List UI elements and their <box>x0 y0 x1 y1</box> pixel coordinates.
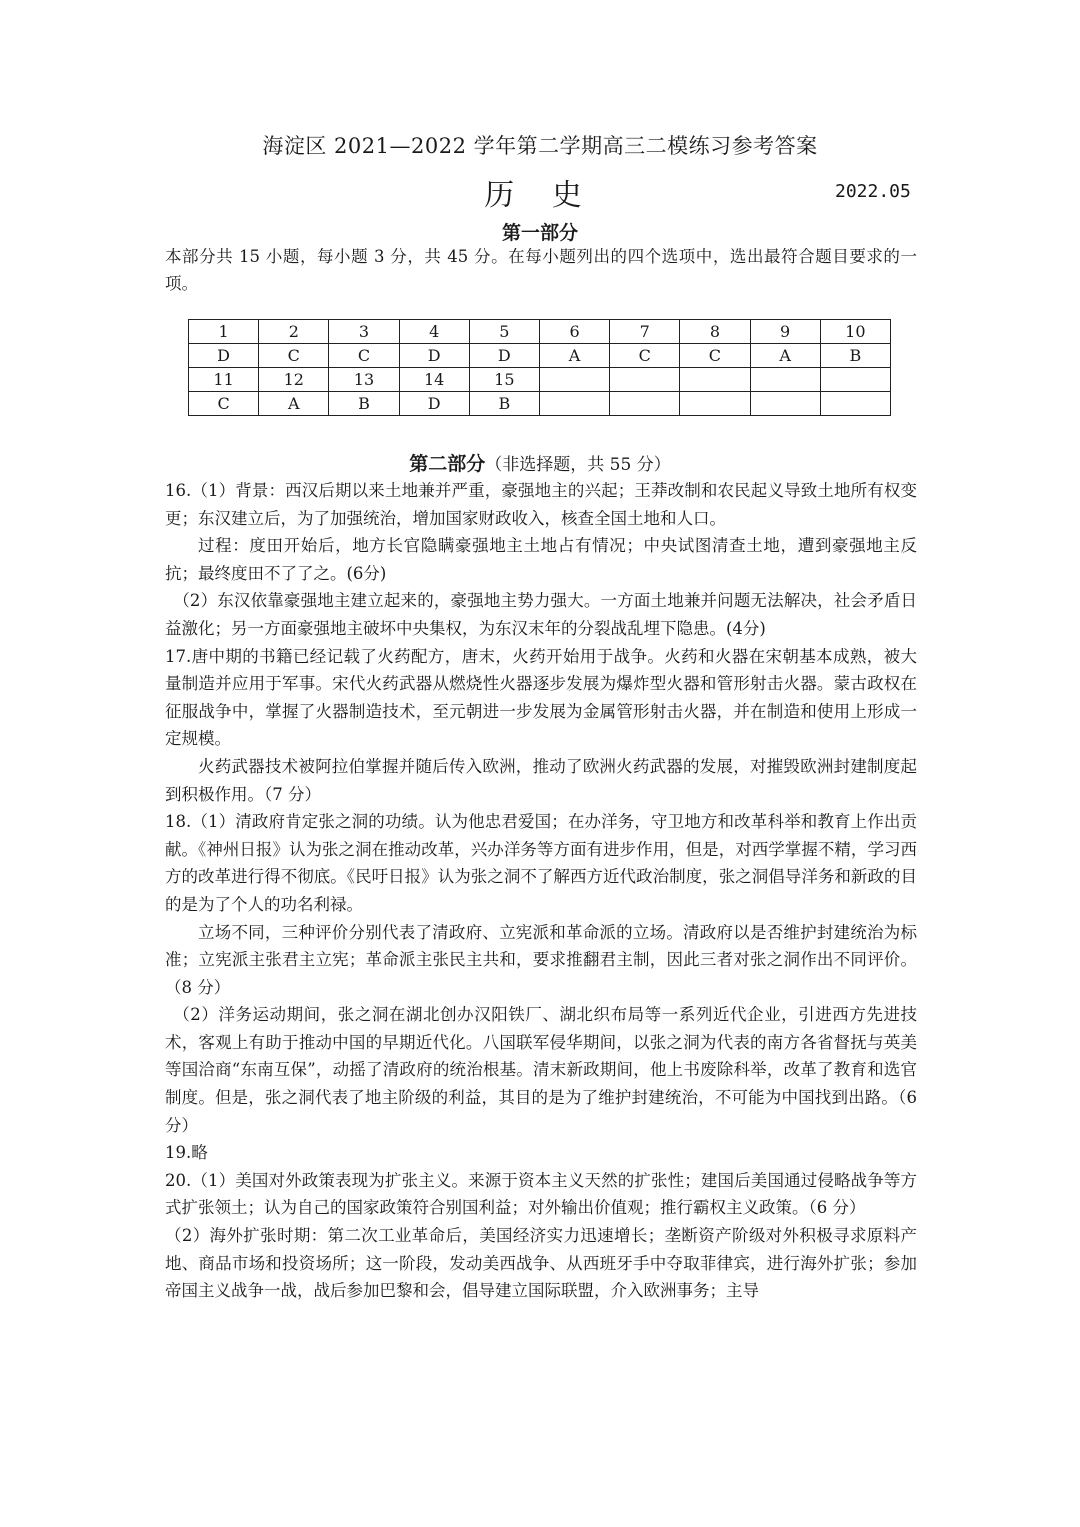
question-number-cell: 12 <box>259 368 329 392</box>
answer-paragraph: （2）海外扩张时期：第二次工业革命后，美国经济实力迅速增长；垄断资产阶级对外积极寻求原料产地、商品市场和投资场所；这一阶段，发动美西战争、从西班牙手中夺取菲律宾，进行海外扩张；参加帝国主义战争一战，战后参加巴黎和会，倡导建立国际联盟，介入欧洲事务；主导 <box>165 1226 917 1301</box>
answer-cell <box>750 392 820 416</box>
answer-row <box>189 344 891 368</box>
answer-cell <box>539 392 609 416</box>
question-number-cell: 3 <box>329 320 399 344</box>
question-number-cell: 5 <box>469 320 539 344</box>
question-number-cell: 15 <box>469 368 539 392</box>
subject-title: 历 史 <box>484 178 596 213</box>
answer-paragraph: （2）洋务运动期间，张之洞在湖北创办汉阳铁厂、湖北织布局等一系列近代企业，引进西方先进技术，客观上有助于推动中国的早期近代化。八国联军侵华期间，以张之洞为代表的南方各省督抚与英美等国洽商“东南互保”，动摇了清政府的统治根基。清末新政期间，他上书废除科举，改革了教育和选官制度。但是，张之洞代表了地主阶级的利益，其目的是为了维护封建统治，不可能为中国找到出路。（6 分） <box>165 1005 917 1135</box>
question-number-cell: 1 <box>189 320 259 344</box>
question-number-cell <box>820 368 890 392</box>
answer-cell: D <box>399 392 469 416</box>
answer-cell <box>610 392 680 416</box>
answer-cell: D <box>189 344 259 368</box>
question-number-cell: 14 <box>399 368 469 392</box>
part2-heading <box>0 449 1080 476</box>
answer-paragraph: 火药武器技术被阿拉伯掌握并随后传入欧洲，推动了欧洲火药武器的发展，对摧毁欧洲封建制度起到积极作用。（7 分） <box>165 756 917 804</box>
answer-cell: D <box>469 344 539 368</box>
answer-cell: A <box>539 344 609 368</box>
answer-cell: C <box>680 344 750 368</box>
question-number-cell: 2 <box>259 320 329 344</box>
answer-cell: B <box>820 344 890 368</box>
answer-table <box>188 319 891 416</box>
question-number-row <box>189 368 891 392</box>
answer-cell: A <box>750 344 820 368</box>
question-number-cell: 8 <box>680 320 750 344</box>
answer-paragraph: 20.（1）美国对外政策表现为扩张主义。来源于资本主义天然的扩张性；建国后美国通过侵略战争等方式扩张领土；认为自己的国家政策符合别国利益；对外输出价值观；推行霸权主义政策。（6 分） <box>165 1170 917 1218</box>
answer-cell <box>820 392 890 416</box>
question-number-cell: 6 <box>539 320 609 344</box>
answer-cell: C <box>189 392 259 416</box>
question-number-cell: 9 <box>750 320 820 344</box>
answer-paragraph: 19.略 <box>165 1143 208 1163</box>
answer-cell: B <box>469 392 539 416</box>
question-number-cell: 7 <box>610 320 680 344</box>
question-number-cell: 11 <box>189 368 259 392</box>
answer-cell: C <box>610 344 680 368</box>
answer-paragraph: （2）东汉依靠豪强地主建立起来的，豪强地主势力强大。一方面土地兼并问题无法解决，社会矛盾日益激化；另一方面豪强地主破坏中央集权，为东汉末年的分裂战乱埋下隐患。(4分) <box>165 591 917 638</box>
question-number-cell <box>610 368 680 392</box>
answer-paragraph: 17.唐中期的书籍已经记载了火药配方，唐末，火药开始用于战争。火药和火器在宋朝基本成熟，被大量制造并应用于军事。宋代火药武器从燃烧性火器逐步发展为爆炸型火器和管形射击火器。蒙古政权在征服战争中，掌握了火器制造技术，至元朝进一步发展为金属管形射击火器，并在制造和使用上形成一定规模。 <box>165 646 917 749</box>
answer-paragraph: 16.（1）背景：西汉后期以来土地兼并严重，豪强地主的兴起；王莽改制和农民起义导致土地所有权变更；东汉建立后，为了加强统治，增加国家财政收入，核查全国土地和人口。 <box>165 481 917 528</box>
part1-heading: 第一部分 <box>501 222 578 244</box>
question-number-cell: 10 <box>820 320 890 344</box>
question-number-cell <box>539 368 609 392</box>
answer-cell: B <box>329 392 399 416</box>
part2-heading-note: （非选择题，共 55 分） <box>485 455 671 475</box>
answer-paragraph: 过程：度田开始后，地方长官隐瞒豪强地主土地占有情况；中央试图清查土地，遭到豪强地主反抗；最终度田不了了之。(6分) <box>165 536 917 583</box>
answer-cell: D <box>399 344 469 368</box>
part2-answers <box>165 477 917 1305</box>
question-number-cell <box>750 368 820 392</box>
part2-heading-label: 第二部分 <box>409 453 486 475</box>
question-number-cell: 13 <box>329 368 399 392</box>
question-number-cell <box>680 368 750 392</box>
question-number-cell: 4 <box>399 320 469 344</box>
answer-cell: C <box>259 344 329 368</box>
answer-paragraph: 18.（1）清政府肯定张之洞的功绩。认为他忠君爱国；在办洋务，守卫地方和改革科举和教育上作出贡献。《神州日报》认为张之洞在推动改革，兴办洋务等方面有进步作用，但是，对西学掌握不精，学习西方的改革进行得不彻底。《民吁日报》认为张之洞不了解西方近代政治制度，张之洞倡导洋务和新政的目的是为了个人的功名利禄。 <box>165 812 917 914</box>
answer-paragraph: 立场不同，三种评价分别代表了清政府、立宪派和革命派的立场。清政府以是否维护封建统治为标准；立宪派主张君主立宪；革命派主张民主共和，要求推翻君主制，因此三者对张之洞作出不同评价。（8 分） <box>165 922 917 997</box>
answer-cell: A <box>259 392 329 416</box>
document-title: 海淀区 2021—2022 学年第二学期高三二模练习参考答案 <box>262 134 818 158</box>
document-date: 2022.05 <box>835 181 911 202</box>
part1-intro: 本部分共 15 小题，每小题 3 分，共 45 分。在每小题列出的四个选项中，选出最符合题目要求的一项。 <box>165 247 917 293</box>
question-number-row <box>189 320 891 344</box>
answer-cell: C <box>329 344 399 368</box>
answer-row <box>189 392 891 416</box>
answer-cell <box>680 392 750 416</box>
